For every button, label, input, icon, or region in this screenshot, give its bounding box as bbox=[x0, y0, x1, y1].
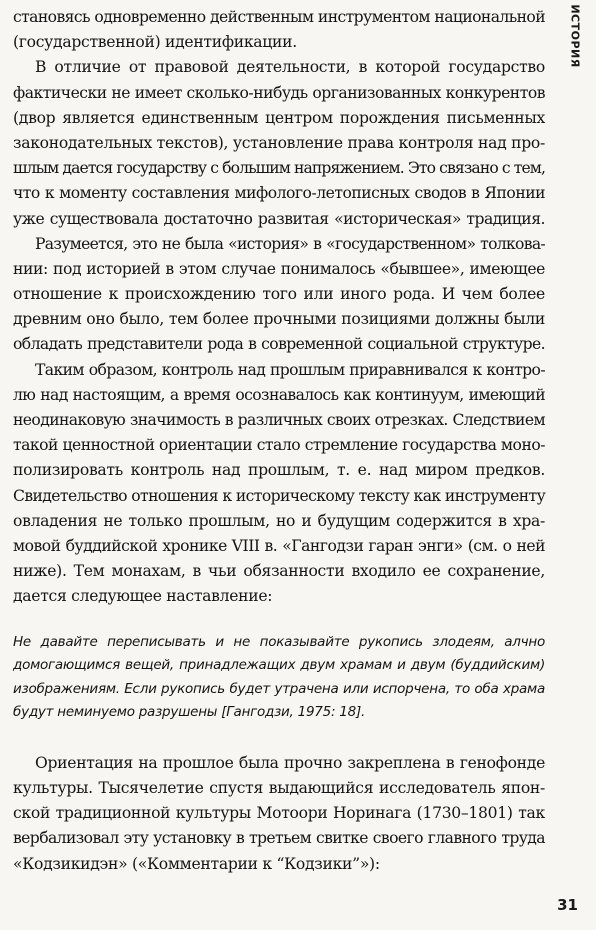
text-line: Разумеется, это не была «история» в «государственном» толкова- bbox=[35, 234, 545, 253]
text-line: нии: под историей в этом случае понималось «бывшее», имеющее bbox=[13, 259, 545, 278]
running-head bbox=[562, 0, 588, 70]
text-line: вербализовал эту установку в третьем свитке своего главного труда bbox=[13, 829, 545, 848]
quote-line: Не давайте переписывать и не показывайте рукопись злодеям, алчно bbox=[13, 633, 545, 650]
text-line: (двор является единственным центром порождения письменных bbox=[13, 108, 545, 127]
text-line: уже существовала достаточно развитая «историческая» традиция. bbox=[13, 209, 545, 228]
page-number: 31 bbox=[557, 896, 578, 914]
text-line: неодинаковую значимость в различных своих отрезках. Следствием bbox=[13, 411, 545, 429]
quote-line: домогающимся вещей, принадлежащих двум храмам и двум (буддийским) bbox=[13, 657, 545, 674]
text-line: мовой буддийской хронике VIII в. «Гангодзи гаран энги» (см. о ней bbox=[13, 536, 545, 555]
text-line: Таким образом, контроль над прошлым приравнивался к контро- bbox=[35, 360, 545, 379]
text-line: ниже). Тем монахам, в чьи обязанности входило ее сохранение, bbox=[13, 562, 545, 581]
text-line: культуры. Тысячелетие спустя выдающийся исследователь япон- bbox=[13, 779, 545, 798]
text-line: «Кодзикидэн» («Комментарии к “Кодзики”»): bbox=[13, 854, 380, 873]
quote-line: будут неминуемо разрушены [Гангодзи, 1975: 18]. bbox=[13, 704, 366, 721]
main-text bbox=[13, 5, 545, 877]
text-line: такой ценностной ориентации стало стремление государства моно- bbox=[13, 436, 545, 455]
text-line: ской традиционной культуры Мотоори Норинага (1730–1801) так bbox=[13, 804, 545, 823]
quote-line: изображениям. Если рукопись будет утрачена или испорчена, то оба храма bbox=[13, 680, 545, 697]
text-line: В отличие от правовой деятельности, в которой государство bbox=[35, 58, 545, 77]
text-line: дается следующее наставление: bbox=[13, 587, 273, 606]
text-line: Ориентация на прошлое была прочно закреплена в генофонде bbox=[35, 753, 545, 772]
text-line: обладать представители рода в современной социальной структуре. bbox=[13, 335, 545, 354]
text-line: становясь одновременно действенным инструментом национальной bbox=[13, 8, 545, 26]
text-line: фактически не имеет сколько-нибудь организованных конкурентов bbox=[13, 83, 545, 102]
text-line: отношение к происхождению того или иного рода. И чем более bbox=[13, 285, 545, 304]
text-line: законодательных текстов), установление права контроля над про- bbox=[13, 133, 545, 152]
text-line: овладения не только прошлым, но и будущим содержится в хра- bbox=[13, 511, 545, 530]
block-quote bbox=[13, 631, 545, 725]
text-line: древним оно было, тем более прочными позициями должны были bbox=[13, 310, 545, 329]
text-line: Свидетельство отношения к историческому тексту как инструменту bbox=[13, 486, 546, 505]
text-line: лю над настоящим, а время осознавалось как континуум, имеющий bbox=[13, 385, 545, 404]
running-head-label: ИСТОРИЯ bbox=[568, 4, 582, 68]
text-line: шлым дается государству с большим напряжением. Это связано с тем, bbox=[13, 159, 546, 178]
text-line: полизировать контроль над прошлым, т. е. над миром предков. bbox=[13, 461, 545, 480]
text-line: что к моменту составления мифолого-летописных сводов в Японии bbox=[13, 184, 545, 203]
text-line: (государственной) идентификации. bbox=[13, 33, 297, 52]
